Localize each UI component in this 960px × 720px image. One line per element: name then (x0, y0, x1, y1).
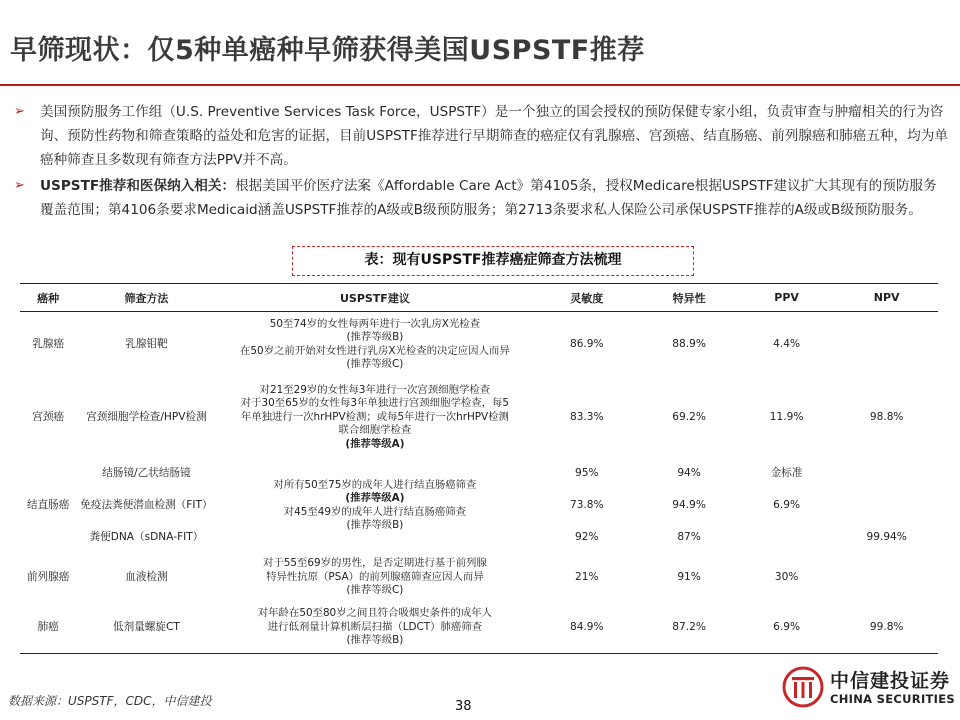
specificity-cell: 91% (677, 570, 701, 583)
bullet-item-uspstf (14, 100, 949, 172)
specificity-cell: 87.2% (640, 602, 738, 654)
table-header-row (20, 284, 938, 312)
header-ppv: PPV (738, 284, 836, 312)
bullet-arrow-icon: ➢ (14, 104, 25, 119)
ppv-cell: 6.9% (738, 602, 836, 654)
specificity-cell: 94% (677, 466, 701, 479)
table-row (20, 458, 938, 490)
npv-cell (835, 554, 938, 602)
ppv-cell: 6.9% (773, 498, 801, 511)
npv-cell: 99.94% (866, 530, 907, 543)
title-divider (0, 84, 960, 86)
sensitivity-cell: 92% (575, 530, 599, 543)
sensitivity-cell: 73.8% (569, 498, 604, 511)
screening-table (20, 283, 938, 654)
sensitivity-cell: 86.9% (569, 338, 604, 350)
bullet-bold-lead: USPSTF推荐和医保纳入相关： (40, 178, 236, 194)
method-cell: 宫颈细胞学检查/HPV检测 (86, 410, 207, 423)
bullet-list (14, 100, 949, 224)
method-cell: 血液检测 (125, 570, 168, 583)
method-cell: 免疫法粪便潜血检测（FIT） (80, 498, 213, 511)
ppv-cell: 30% (774, 570, 799, 583)
table-row (20, 312, 938, 378)
page-number: 38 (455, 699, 472, 714)
bullet-text: 根据美国平价医疗法案《Affordable Care Act》第4105条，授权Medicare根据USPSTF建议扩大其现有的预防服务覆盖范围；第4106条要求Medicaid涵盖USPSTF推荐的A级或B级预防服务；第2713条要求私人保险公司承保USPSTF推荐的A级或B级预防服务。 (40, 178, 937, 218)
recommendation-line: 对于30至65岁的女性每3年单独进行宫颈细胞学检查，每5年单独进行一次hrHPV检测；或每5年进行一次hrHPV检测联合细胞学检查 (240, 397, 510, 437)
ppv-cell (738, 522, 836, 554)
header-cancer: 癌种 (20, 284, 76, 312)
recommendation-line: 50至74岁的女性每两年进行一次乳房X光检查 (269, 317, 480, 330)
table-row (20, 602, 938, 654)
header-sensitivity: 灵敏度 (533, 284, 640, 312)
logo-chinese-name: 中信建投证券 (830, 670, 951, 692)
header-specificity: 特异性 (640, 284, 738, 312)
recommendation-cell (217, 378, 534, 458)
ppv-cell: 金标准 (770, 466, 803, 479)
header-npv: NPV (835, 284, 938, 312)
table-caption: 表：现有USPSTF推荐癌症筛查方法梳理 (292, 246, 694, 276)
specificity-cell: 69.2% (672, 410, 706, 423)
method-cell: 乳腺钼靶 (125, 338, 168, 350)
header-recommendation: USPSTF建议 (217, 284, 534, 312)
recommendation-line: 对所有50至75岁的成年人进行结直肠癌筛查 (273, 478, 477, 491)
sensitivity-cell: 84.9% (533, 602, 640, 654)
recommendation-cell (217, 554, 534, 602)
cancer-cell: 乳腺癌 (32, 338, 65, 350)
company-logo (782, 664, 957, 712)
bullet-arrow-icon: ➢ (14, 178, 25, 193)
sensitivity-cell: 95% (575, 466, 599, 479)
table-row (20, 554, 938, 602)
ppv-cell: 4.4% (773, 338, 801, 350)
recommendation-line: 对45至49岁的成年人进行结直肠癌筛查 (283, 505, 467, 518)
recommendation-cell (217, 602, 534, 654)
specificity-cell: 88.9% (672, 338, 706, 350)
recommendation-line: 在50岁之前开始对女性进行乳房X光检查的决定应因人而异 (240, 344, 510, 357)
header-method: 筛查方法 (76, 284, 216, 312)
cancer-cell: 宫颈癌 (32, 410, 65, 423)
grade-line: (推荐等级B) (346, 331, 404, 344)
page-title: 早筛现状：仅5种单癌种早筛获得美国USPSTF推荐 (10, 35, 645, 66)
recommendation-line: 对年龄在50至80岁之间且符合吸烟史条件的成年人进行低剂量计算机断层扫描（LDCT）肺癌筛查 (257, 607, 493, 633)
grade-line: (推荐等级B) (346, 519, 404, 531)
sensitivity-cell: 83.3% (569, 410, 604, 423)
logo-english-name: CHINA SECURITIES (830, 692, 955, 706)
grade-line: (推荐等级C) (346, 358, 404, 371)
bullet-item-insurance (14, 174, 949, 222)
npv-cell (835, 490, 938, 522)
grade-line: (推荐等级B) (346, 634, 404, 646)
recommendation-cell (217, 312, 534, 378)
specificity-cell: 87% (677, 530, 701, 543)
grade-line: (推荐等级C) (346, 584, 404, 597)
bullet-text: 美国预防服务工作组（U.S. Preventive Services Task Force，USPSTF）是一个独立的国会授权的预防保健专家小组，负责审查与肿瘤相关的行为咨询、预防性药物和筛查策略的益处和危害的证据，目前USPSTF推荐进行早期筛查的癌症仅有乳腺癌、宫颈癌、结直肠癌、前列腺癌和肺癌五种，均为单癌种筛查且多数现有筛查方法PPV并不高。 (40, 104, 948, 168)
grade-line: (推荐等级A) (345, 437, 405, 450)
sensitivity-cell: 21% (575, 570, 599, 583)
npv-cell (835, 458, 938, 490)
china-securities-emblem-icon (782, 666, 824, 708)
recommendation-line: 对于55至69岁的男性，是否定期进行基于前列腺特异性抗原（PSA）的前列腺癌筛查应因人而异 (262, 557, 487, 583)
cancer-cell: 结直肠癌 (26, 498, 70, 511)
table-row (20, 378, 938, 458)
npv-cell: 99.8% (835, 602, 938, 654)
method-cell: 粪便DNA（sDNA-FIT） (89, 530, 204, 543)
cancer-cell: 肺癌 (20, 602, 76, 654)
method-cell: 结肠镜/乙状结肠镜 (102, 466, 191, 479)
ppv-cell: 11.9% (769, 410, 804, 423)
npv-cell (835, 312, 938, 378)
method-cell: 低剂量螺旋CT (76, 602, 216, 654)
cancer-cell: 前列腺癌 (26, 570, 70, 583)
npv-cell: 98.8% (869, 410, 904, 423)
specificity-cell: 94.9% (672, 498, 706, 511)
data-source-note: 数据来源：USPSTF，CDC，中信建投 (8, 694, 212, 708)
recommendation-cell (217, 458, 534, 554)
recommendation-line: 对21至29岁的女性每3年进行一次宫颈细胞学检查 (259, 383, 491, 396)
grade-line: (推荐等级A) (345, 492, 405, 504)
